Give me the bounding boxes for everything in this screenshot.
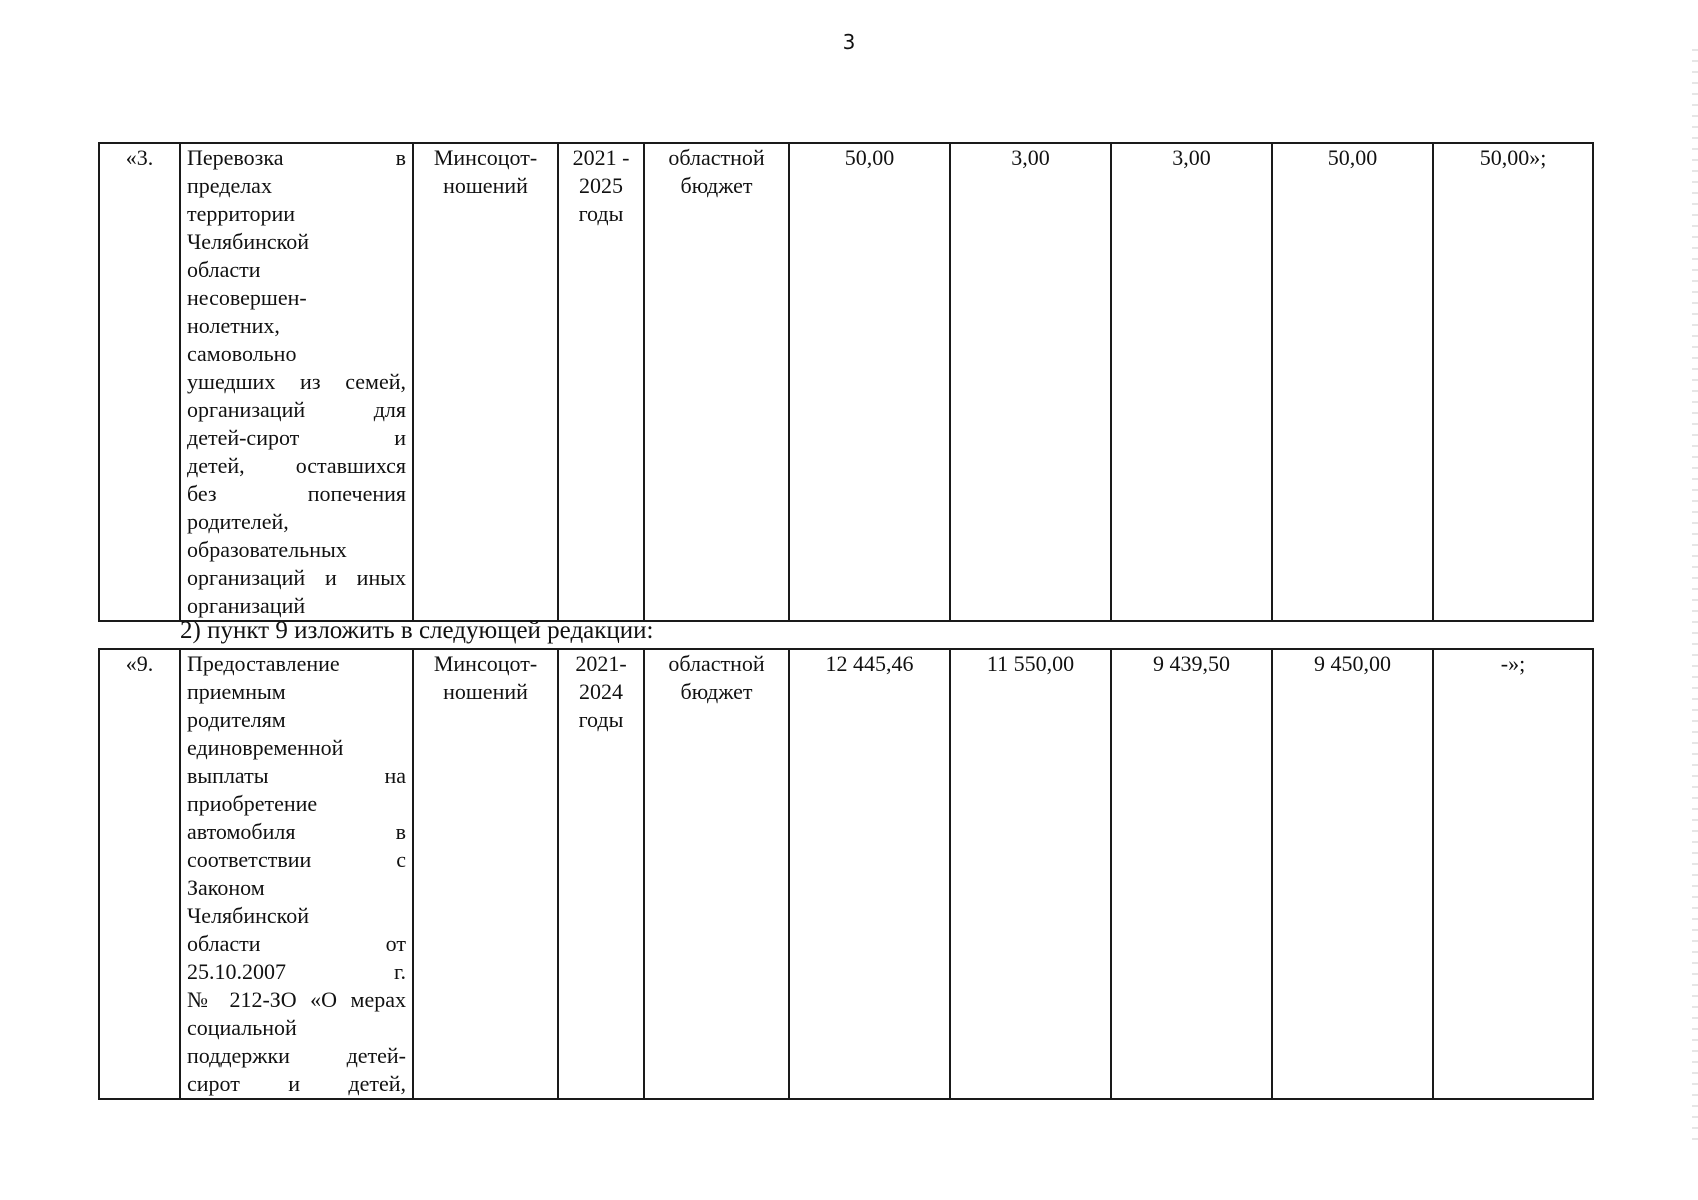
amount-cell: 9 439,50 [1111,649,1272,1099]
page-number: 3 [842,30,856,54]
program-table-row-9 [98,648,1594,1100]
measure-name-line: организаций [187,593,306,618]
executor-line: ношений [443,679,528,704]
measure-name-line: пределах [187,173,272,198]
period-line: 2024 [579,679,623,704]
table-row [99,649,1593,1099]
period-cell [558,143,644,621]
measure-name-line: единовременной [187,735,344,760]
funding-source-cell [644,143,789,621]
amendment-text: 2) пункт 9 изложить в следующей редакции: [180,617,654,644]
measure-name-line: автомобиля в [187,819,406,844]
measure-name-line: приобретение [187,791,318,816]
measure-name-line: Законом [187,875,265,900]
amount-cell: 11 550,00 [950,649,1111,1099]
measure-name-line: соответствии с [187,847,406,872]
measure-name-line: ушедших из семей, [187,369,406,394]
source-line: областной [668,651,765,676]
measure-name-line: территории [187,201,296,226]
measure-name-line: без попечения [187,481,406,506]
funding-source-cell [644,649,789,1099]
period-line: 2025 [579,173,623,198]
amount-cell: 50,00 [789,143,950,621]
scan-edge-artifact [1692,40,1698,1140]
measure-name-line: организаций и иных [187,565,406,590]
source-line: бюджет [680,173,753,198]
row-number: «3. [99,143,180,621]
amount-cell: 3,00 [950,143,1111,621]
executor-line: Минсоцот- [433,145,538,170]
measure-name-line: организаций для [187,397,406,422]
period-line: годы [578,201,624,226]
measure-name-line: Перевозка в [187,145,406,170]
measure-name-line: области от [187,931,406,956]
measure-name-line: Челябинской [187,903,310,928]
measure-name-line: детей-сирот и [187,425,406,450]
measure-name-line: Предоставление [187,651,340,676]
measure-name-line: сирот и детей, [187,1071,406,1096]
measure-name [180,143,413,621]
measure-name-line: приемным [187,679,286,704]
measure-name-line: родителей, [187,509,289,534]
measure-name-line: выплаты на [187,763,406,788]
executor-line: Минсоцот- [433,651,538,676]
measure-name-line: Челябинской [187,229,310,254]
table-row [99,143,1593,621]
amount-cell: 50,00»; [1433,143,1593,621]
measure-name [180,649,413,1099]
executor-cell [413,649,558,1099]
program-table-row-3 [98,142,1594,622]
amount-cell: 3,00 [1111,143,1272,621]
measure-name-line: детей, оставшихся [187,453,406,478]
period-cell [558,649,644,1099]
period-line: 2021- [575,651,627,676]
amount-cell: -»; [1433,649,1593,1099]
measure-name-line: 25.10.2007 г. [187,959,406,984]
amount-cell: 12 445,46 [789,649,950,1099]
measure-name-line: образовательных [187,537,347,562]
measure-name-line: области [187,257,261,282]
period-line: 2021 - [572,145,630,170]
measure-name-line: № 212-ЗО «О мерах [187,987,406,1012]
row-number: «9. [99,649,180,1099]
period-line: годы [578,707,624,732]
measure-name-line: нолетних, [187,313,280,338]
measure-name-line: поддержки детей- [187,1043,406,1068]
source-line: областной [668,145,765,170]
measure-name-line: самовольно [187,341,297,366]
executor-line: ношений [443,173,528,198]
measure-name-line: несовершен- [187,285,307,310]
measure-name-line: социальной [187,1015,297,1040]
amount-cell: 9 450,00 [1272,649,1433,1099]
measure-name-line: родителям [187,707,286,732]
source-line: бюджет [680,679,753,704]
amount-cell: 50,00 [1272,143,1433,621]
executor-cell [413,143,558,621]
